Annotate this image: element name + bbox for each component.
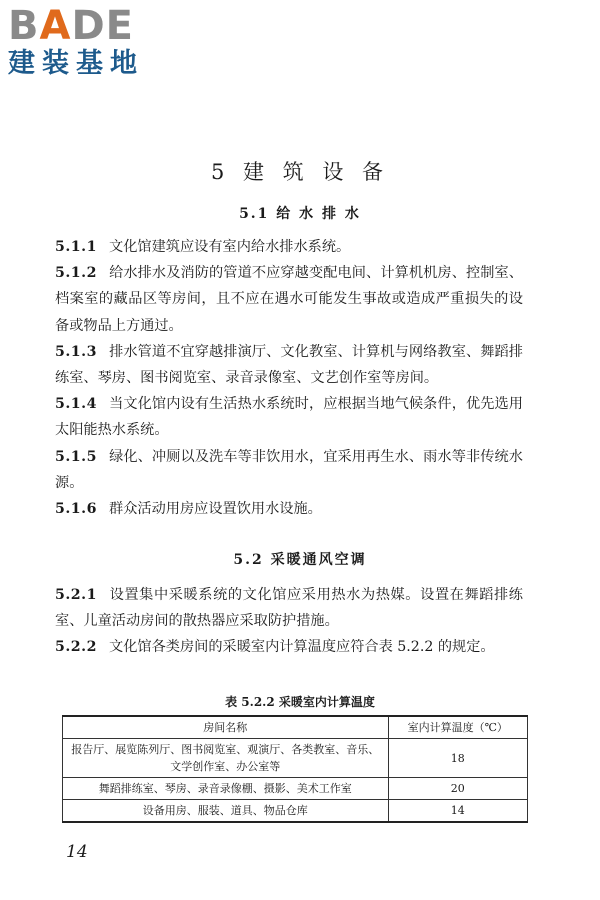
clause-text: 给水排水及消防的管道不应穿越变配电间、计算机机房、控制室、档案室的藏品区等房间，且不应在遇水可能发生事故或造成严重损失的设备或物品上方通过。 (55, 265, 523, 334)
clause-text: 当文化馆内设有生活热水系统时，应根据当地气候条件，优先选用太阳能热水系统。 (55, 396, 523, 439)
heating-temperature-table (62, 715, 528, 823)
bade-logo (8, 4, 183, 80)
clause-number: 5.1.5 (55, 448, 97, 465)
logo-letter-a: A (39, 3, 72, 49)
room-name-cell: 设备用房、服装、道具、物品仓库 (63, 800, 389, 823)
section-5-2-clauses (55, 582, 523, 661)
clause-number: 5.2.2 (55, 639, 97, 656)
clause-text: 文化馆建筑应设有室内给水排水系统。 (109, 239, 351, 255)
clause-number: 5.1.4 (55, 396, 97, 413)
clause-text: 绿化、冲厕以及洗车等非饮用水，宜采用再生水、雨水等非传统水源。 (55, 448, 523, 491)
page-number: 14 (66, 842, 88, 862)
clause-number: 5.1.1 (55, 239, 97, 255)
clause-5-1-5 (55, 444, 523, 496)
table-row (63, 778, 528, 800)
section-title-5-2: 5.2 采暖通风空调 (233, 552, 367, 568)
table-row (63, 739, 528, 778)
clause-text: 排水管道不宜穿越排演厅、文化教室、计算机与网络教室、舞蹈排练室、琴房、图书阅览室、录音录像室、文艺创作室等房间。 (55, 343, 523, 387)
clause-5-1-6 (55, 496, 523, 522)
table-header-row (63, 716, 528, 739)
temperature-cell: 20 (388, 778, 528, 800)
table-row (63, 800, 528, 823)
clause-number: 5.1.2 (55, 265, 97, 282)
clause-number: 5.1.6 (55, 501, 97, 518)
clause-5-1-2 (55, 260, 523, 339)
logo-letter-b: B (8, 3, 40, 49)
clause-number: 5.2.1 (55, 587, 97, 603)
section-5-1-clauses (55, 234, 523, 522)
section-title-5-1: 5.1 给 水 排 水 (239, 206, 361, 222)
clause-text: 群众活动用房应设置饮用水设施。 (109, 501, 322, 518)
clause-5-1-4 (55, 391, 523, 443)
clause-5-1-1 (55, 234, 523, 260)
clause-number: 5.1.3 (55, 343, 97, 360)
clause-5-2-2 (55, 634, 523, 660)
temperature-cell: 18 (388, 739, 528, 778)
room-name-cell: 报告厅、展览陈列厅、图书阅览室、观演厅、各类教室、音乐、文学创作室、办公室等 (63, 739, 389, 778)
temperature-cell: 14 (388, 800, 528, 823)
clause-text: 文化馆各类房间的采暖室内计算温度应符合表 5.2.2 的规定。 (109, 639, 495, 656)
clause-5-1-3 (55, 339, 523, 391)
header-room-name: 房间名称 (63, 716, 389, 739)
room-name-cell: 舞蹈排练室、琴房、录音录像棚、摄影、美术工作室 (63, 778, 389, 800)
logo-letters-de: DE (71, 3, 134, 49)
clause-5-2-1 (55, 582, 523, 634)
logo-wordmark (8, 4, 183, 48)
chapter-title: 5 建 筑 设 备 (210, 160, 390, 185)
clause-text: 设置集中采暖系统的文化馆应采用热水为热媒。设置在舞蹈排练室、儿童活动房间的散热器应采取防护措施。 (55, 587, 523, 630)
logo-chinese-name: 建装基地 (8, 48, 144, 79)
table-caption: 表 5.2.2 采暖室内计算温度 (225, 695, 375, 709)
header-temperature: 室内计算温度（℃） (388, 716, 528, 739)
